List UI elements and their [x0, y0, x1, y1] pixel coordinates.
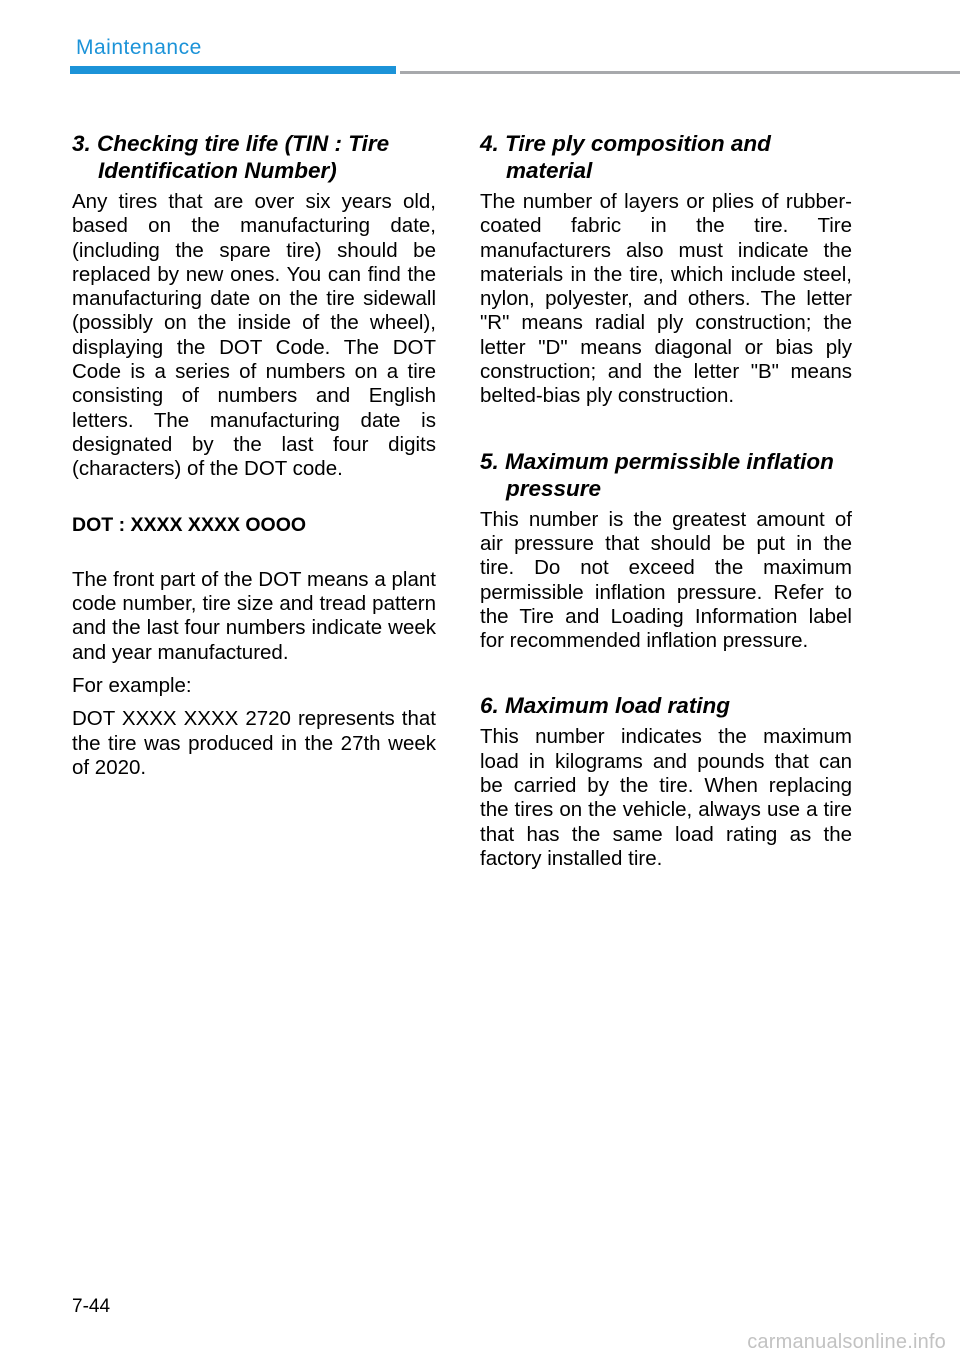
paragraph-max-inflation: This number is the greatest amount of air pressure that should be put in the tire. Do not exceed the maximum permissible inflation pressure. Refer to the Tire and Loading Information label for recommended inflation pressure. — [480, 507, 852, 653]
section-label: Maintenance — [76, 36, 202, 59]
paragraph-ply-composition: The number of layers or plies of rubber-coated fabric in the tire. Tire manufacturers also must indicate the materials in the tire, which include steel, nylon, polyester, and others. The letter "R" means radial ply construction; the letter "D" means diagonal or bias ply construction; and the letter "B" means belted-bias ply construction. — [480, 190, 852, 408]
heading-max-load: 6. Maximum load rating — [480, 693, 731, 719]
heading-tire-life: 3. Checking tire life (TIN : Tire Identification Number) — [72, 131, 390, 183]
header-divider-rule — [400, 71, 960, 74]
paragraph-example-label: For example: — [72, 674, 192, 698]
paragraph-tire-life: Any tires that are over six years old, based on the manufacturing date, (including the spare tire) should be replaced by new ones. You can find the manufacturing date on the tire sidewall (possibly on the inside of the wheel), displaying the DOT Code. The DOT Code is a series of numbers on a tire consisting of numbers and English letters. The manufacturing date is designated by the last four digits (characters) of the DOT code. — [72, 190, 436, 481]
header-accent-rule — [70, 66, 396, 74]
heading-max-inflation: 5. Maximum permissible inflation pressure — [480, 448, 834, 501]
watermark: carmanualsonline.info — [747, 1331, 946, 1353]
heading-ply-composition: 4. Tire ply composition and material — [480, 131, 771, 183]
right-column — [480, 130, 852, 880]
page-number: 7-44 — [72, 1296, 111, 1317]
paragraph-max-load: This number indicates the maximum load in kilograms and pounds that can be carried by the tire. When replacing the tires on the vehicle, always use a tire that has the same load rating as the factory installed tire. — [480, 725, 852, 870]
paragraph-dot-meaning: The front part of the DOT means a plant code number, tire size and tread pattern and the last four numbers indicate week and year manufactured. — [72, 567, 436, 664]
dot-format: DOT : XXXX XXXX OOOO — [72, 513, 307, 536]
paragraph-example: DOT XXXX XXXX 2720 represents that the tire was produced in the 27th week of 2020. — [72, 707, 436, 779]
left-column — [72, 130, 436, 789]
